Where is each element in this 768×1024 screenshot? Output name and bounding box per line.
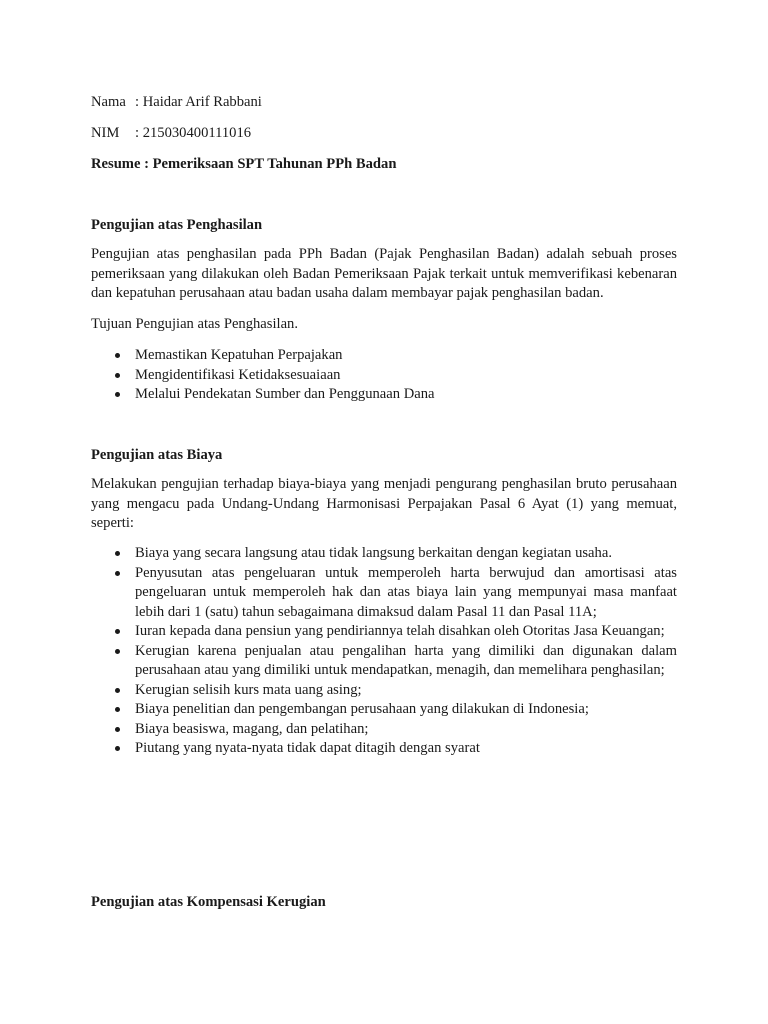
section-heading-penghasilan: Pengujian atas Penghasilan	[91, 217, 263, 233]
paragraph-penghasilan: Pengujian atas penghasilan pada PPh Badan (Pajak Penghasilan Badan) adalah sebuah proses pemeriksaan yang dilakukan oleh Badan Pemeriksaan Pajak terkait untuk memverifikasi kebenaran dan kepatuhan perusahaan atau badan usaha dalam membayar pajak penghasilan badan.	[91, 246, 677, 301]
tujuan-list	[91, 346, 677, 405]
list-item: Kerugian karena penjualan atau pengalihan harta yang dimiliki dan digunakan dalam perusahaan atau yang dimiliki untuk mendapatkan, menagih, dan memelihara penghasilan;	[91, 642, 677, 681]
nim-value: : 215030400111016	[135, 125, 252, 141]
list-item: Biaya penelitian dan pengembangan perusahaan yang dilakukan di Indonesia;	[91, 700, 677, 720]
paragraph-biaya: Melakukan pengujian terhadap biaya-biaya yang menjadi pengurang penghasilan bruto perusahaan yang mengacu pada Undang-Undang Harmonisasi Perpajakan Pasal 6 Ayat (1) yang memuat, seperti:	[91, 476, 677, 531]
resume-title: Resume : Pemeriksaan SPT Tahunan PPh Badan	[91, 156, 397, 172]
list-item: Mengidentifikasi Ketidaksesuaiaan	[91, 366, 677, 386]
section-heading-kompensasi: Pengujian atas Kompensasi Kerugian	[91, 894, 326, 910]
list-item: Kerugian selisih kurs mata uang asing;	[91, 681, 677, 701]
document-body	[91, 0, 677, 1024]
name-value: : Haidar Arif Rabbani	[135, 94, 262, 110]
name-label: Nama	[91, 94, 126, 110]
section-heading-biaya: Pengujian atas Biaya	[91, 447, 223, 463]
list-item: Biaya beasiswa, magang, dan pelatihan;	[91, 720, 677, 740]
biaya-list	[91, 544, 677, 759]
list-item: Iuran kepada dana pensiun yang pendiriannya telah disahkan oleh Otoritas Jasa Keuangan;	[91, 622, 677, 642]
list-item: Memastikan Kepatuhan Perpajakan	[91, 346, 677, 366]
list-item: Melalui Pendekatan Sumber dan Penggunaan Dana	[91, 385, 677, 405]
list-item: Piutang yang nyata-nyata tidak dapat ditagih dengan syarat	[91, 739, 677, 759]
list-item: Penyusutan atas pengeluaran untuk memperoleh harta berwujud dan amortisasi atas pengeluaran untuk memperoleh hak dan atas biaya lain yang mempunyai masa manfaat lebih dari 1 (satu) tahun sebagaimana dimaksud dalam Pasal 11 dan Pasal 11A;	[91, 564, 677, 623]
nim-line	[91, 124, 251, 142]
tujuan-text: Tujuan Pengujian atas Penghasilan.	[91, 316, 298, 332]
nim-label: NIM	[91, 125, 120, 141]
list-item: Biaya yang secara langsung atau tidak langsung berkaitan dengan kegiatan usaha.	[91, 544, 677, 564]
name-line	[91, 93, 262, 111]
